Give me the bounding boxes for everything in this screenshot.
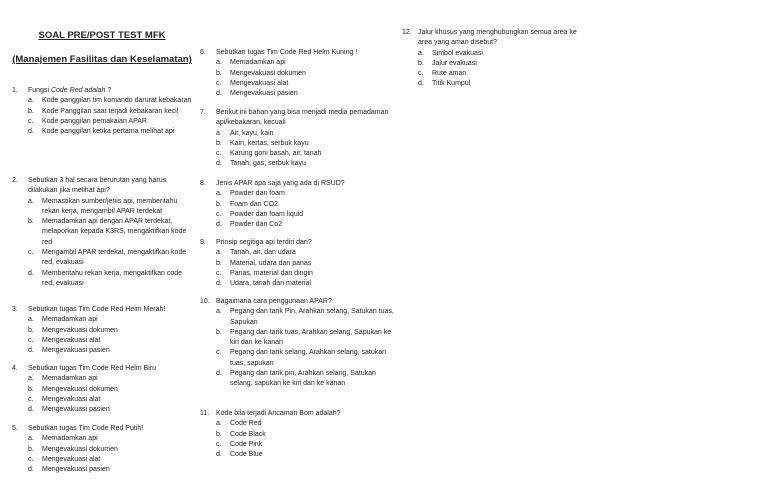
- question-number: 7.: [200, 109, 206, 116]
- question-number: 8.: [200, 180, 206, 187]
- question-text: Sebutkan tugas Tim Code Red Helm Merah!: [28, 306, 166, 313]
- question-number: 2.: [12, 177, 18, 184]
- option-c: c. Panas, material dan dingin: [216, 269, 313, 277]
- option-b: b. Mengevakuasi dokumen: [28, 385, 118, 393]
- option-b: b. Pegang dan tarik tuas, Arahkan selang, Sapukan ke kiri dan ke kanan: [216, 328, 392, 347]
- option-b: b. Mengevakuasi dokumen: [216, 69, 306, 77]
- question-3: [12, 305, 192, 356]
- question-text: Sebutkan 3 hal secara berurutan yang harus dilakukan jika melihat api?: [28, 177, 167, 195]
- option-c: c. Pegang dan tarik selang, Arahkan selang, satukan tuas, sapukan: [216, 349, 387, 367]
- option-a: a. Code Red: [216, 420, 262, 428]
- option-d: d. Mengevakuasi pasien: [28, 406, 110, 414]
- question-2: [12, 176, 192, 289]
- option-d: d. Memberitahu rekan kerja, mengaktifkan code red, evakuasi: [28, 269, 183, 287]
- option-c: c. Mengambil APAR terdekat, mengaktifkan kode red, evakuasi: [28, 249, 187, 267]
- question-1: [12, 86, 192, 137]
- question-number: 5.: [12, 425, 18, 432]
- option-b: b. Mengevakuasi dokumen: [28, 326, 118, 334]
- question-9: [200, 238, 396, 289]
- question-text: Sebutkan tugas Tim Code Red Helm Kuning !: [216, 49, 358, 56]
- option-d: d. Udara, tanah dan material: [216, 280, 311, 288]
- question-text: Sebutkan tugas Tim Code Red Putih!: [28, 425, 144, 432]
- option-a: a. Memadamkan api: [28, 316, 98, 324]
- option-c: c. Kode panggilan pemakaian APAR: [28, 117, 147, 125]
- option-d: d. Mengevakuasi pasien: [28, 347, 110, 355]
- option-a: a. Memadamkan api: [216, 59, 286, 67]
- option-a: a. Memadamkan api: [28, 435, 98, 443]
- option-c: c. Rute aman: [418, 70, 467, 78]
- option-d: d. Powder dan Co2: [216, 221, 283, 229]
- question-number: 4.: [12, 365, 18, 372]
- question-number: 9.: [200, 239, 206, 246]
- question-number: 12.: [402, 29, 412, 36]
- option-a: a. Kode panggilan tim komando darurat kebakaran: [28, 97, 192, 105]
- question-7: [200, 108, 396, 170]
- question-text: Bagaimana cara penggunaan APAR?: [216, 298, 332, 305]
- question-text: Jalur khusus yang menghubungkan semua area ke area yang aman disebut?: [418, 29, 577, 47]
- question-text: Fungsi Code Red adalah ?: [28, 87, 112, 94]
- option-d: d. Mengevakuasi pasien: [216, 90, 298, 98]
- option-d: d. Titik Kumpul: [418, 80, 471, 88]
- question-6: [200, 48, 396, 99]
- question-text: Berikut ini bahan yang bisa menjadi media pemadaman api/kebakaran, kecuali: [216, 109, 389, 127]
- question-number: 3.: [12, 306, 18, 313]
- question-text: Prinsip segitiga api terdiri dari?: [216, 239, 312, 246]
- question-10: [200, 297, 396, 390]
- option-b: b. Foam dan CO2: [216, 200, 278, 208]
- question-12: [402, 28, 592, 90]
- option-c: c. Mengevakuasi alat: [28, 395, 101, 403]
- question-number: 6.: [200, 49, 206, 56]
- option-d: d. Code Blue: [216, 451, 263, 459]
- option-a: a. Simbol evakuasi: [418, 49, 483, 57]
- option-b: b. Jalur evakuasi: [418, 59, 477, 67]
- question-text: Kode bila terjadi Ancaman Bom adalah?: [216, 410, 341, 417]
- option-a: a. Pegang dan tarik Pin, Arahkan selang, Satukan tuas, Sapukan: [216, 308, 394, 326]
- option-d: d. Kode panggilan ketika pertama melihat api: [28, 128, 175, 136]
- option-d: d. Mengevakuasi pasien: [28, 466, 110, 474]
- option-a: a. Air, kayu, kain: [216, 129, 274, 137]
- option-c: c. Powder dan foam liquid: [216, 210, 304, 218]
- question-8: [200, 179, 396, 230]
- option-b: b. Mengevakuasi dokumen: [28, 445, 118, 453]
- question-11: [200, 409, 396, 460]
- option-c: c. Mengevakuasi alat: [216, 79, 289, 87]
- option-b: b. Memadamkan api dengan APAR terdekat, melaporkan kepada K3RS, mengaktifkan kode red: [28, 218, 187, 246]
- question-text: Jenis APAR apa saja yang ada di RSUD?: [216, 180, 345, 187]
- option-a: a. Powder dan foam: [216, 190, 285, 198]
- option-a: a. Memadamkan api: [28, 375, 98, 383]
- question-5: [12, 424, 192, 475]
- option-c: c. Mengevakuasi alat: [28, 336, 101, 344]
- option-c: c. Karung goni basah, air, tanah: [216, 150, 322, 158]
- document-subtitle: (Manajemen Fasilitas dan Keselamatan): [12, 54, 192, 65]
- question-number: 10.: [200, 298, 210, 305]
- document-title: SOAL PRE/POST TEST MFK: [38, 30, 166, 41]
- option-b: b. Material, udara dan panas: [216, 259, 312, 267]
- option-a: a. Tanah, air, dan udara: [216, 249, 296, 257]
- question-number: 1.: [12, 87, 18, 94]
- option-c: c. Mengevakuasi alat: [28, 455, 101, 463]
- option-a: a. Memastikan sumber/jenis api, memberitahu rekan kerja, mengambil APAR terdekat: [28, 197, 178, 215]
- option-d: d. Tanah, gas, serbuk kayu: [216, 160, 306, 168]
- option-b: b. Kain, kertas, serbuk kayu: [216, 139, 309, 147]
- option-d: d. Pegang dan tarik pin, Arahkan selang, Satukan selang, sapukan ke kiri dan ke kanan: [216, 370, 376, 388]
- option-c: c. Code Pink: [216, 440, 263, 448]
- question-number: 11.: [200, 410, 210, 417]
- question-text: Sebutkan tugas Tim Code Red Helm Biru: [28, 365, 157, 372]
- option-b: b. Code Black: [216, 430, 266, 438]
- question-4: [12, 364, 192, 415]
- option-b: b. Kode Panggilan saat terjadi kebakaran kecil: [28, 107, 179, 115]
